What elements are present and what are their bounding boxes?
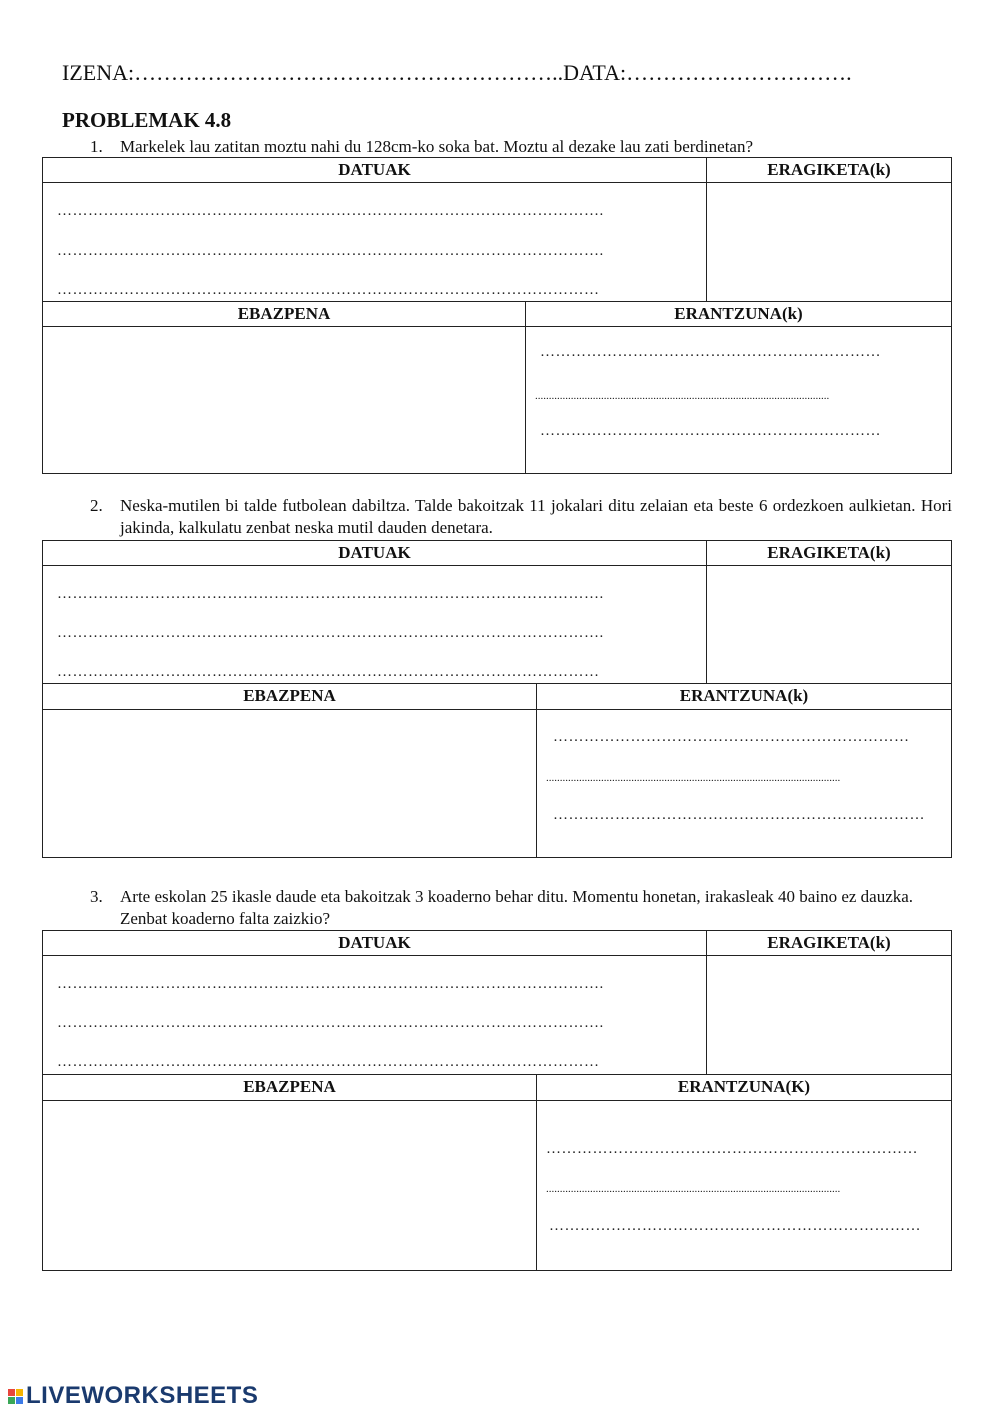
ebazpena-answer-area[interactable] bbox=[43, 710, 536, 858]
datuak-answer-line[interactable]: …………………………………………………………………………………………… bbox=[57, 1054, 600, 1070]
erantzuna-answer-line[interactable]: ……………………………………………………………… bbox=[546, 1141, 918, 1157]
problem-2-table bbox=[42, 540, 952, 858]
eragiketa-header: ERAGIKETA(k) bbox=[767, 160, 891, 179]
problem-1-table bbox=[42, 157, 952, 474]
ebazpena-answer-area[interactable] bbox=[43, 1101, 536, 1271]
erantzuna-answer-line[interactable]: ………………………………………………………… bbox=[540, 344, 881, 360]
erantzuna-answer-line[interactable]: ……………………………………………………………… bbox=[549, 1218, 921, 1234]
datuak-answer-line[interactable]: ……………………………………………………………………………………………. bbox=[57, 976, 604, 992]
ebazpena-header: EBAZPENA bbox=[237, 304, 331, 323]
logo-blocks-icon bbox=[8, 1389, 23, 1404]
ebazpena-answer-area[interactable] bbox=[43, 327, 525, 474]
datuak-answer-line[interactable]: ……………………………………………………………………………………………. bbox=[57, 625, 604, 641]
eragiketa-header: ERAGIKETA(k) bbox=[767, 543, 891, 562]
erantzuna-header: ERANTZUNA(k) bbox=[674, 304, 803, 323]
ebazpena-header: EBAZPENA bbox=[243, 1077, 336, 1096]
problem-1-text: Markelek lau zatitan moztu nahi du 128cm-ko soka bat. Moztu al dezake lau zati berdinetan? bbox=[120, 137, 754, 156]
erantzuna-header: ERANTZUNA(k) bbox=[679, 686, 809, 705]
datuak-answer-line[interactable]: …………………………………………………………………………………………… bbox=[57, 282, 600, 298]
erantzuna-answer-line[interactable]: ........................................................................................................... bbox=[546, 1183, 841, 1195]
erantzuna-answer-line[interactable]: ........................................................................................................... bbox=[535, 390, 830, 402]
datuak-answer-line[interactable]: ……………………………………………………………………………………………. bbox=[57, 1015, 604, 1031]
datuak-answer-line[interactable]: ……………………………………………………………………………………………. bbox=[57, 243, 604, 259]
ebazpena-header: EBAZPENA bbox=[243, 686, 336, 705]
erantzuna-header: ERANTZUNA(K) bbox=[677, 1077, 811, 1096]
problem-3-number: 3. bbox=[90, 887, 103, 906]
logo-block bbox=[8, 1397, 15, 1404]
problem-3-table bbox=[42, 930, 952, 1271]
datuak-answer-line[interactable]: …………………………………………………………………………………………… bbox=[57, 664, 600, 680]
erantzuna-answer-line[interactable]: ........................................................................................................... bbox=[546, 772, 841, 784]
problem-3-statement bbox=[90, 886, 952, 930]
logo-text: LIVEWORKSHEETS bbox=[26, 1382, 259, 1409]
page-title: PROBLEMAK 4.8 bbox=[62, 108, 232, 132]
problem-1-number: 1. bbox=[90, 137, 103, 156]
eragiketa-answer-area[interactable] bbox=[707, 956, 952, 1074]
datuak-header: DATUAK bbox=[338, 160, 411, 179]
liveworksheets-logo[interactable] bbox=[8, 1381, 258, 1411]
datuak-answer-line[interactable]: ……………………………………………………………………………………………. bbox=[57, 203, 604, 219]
datuak-header: DATUAK bbox=[338, 543, 411, 562]
datuak-answer-line[interactable]: ……………………………………………………………………………………………. bbox=[57, 586, 604, 602]
eragiketa-header: ERAGIKETA(k) bbox=[767, 933, 891, 952]
divider bbox=[536, 683, 537, 858]
datuak-header: DATUAK bbox=[338, 933, 411, 952]
problem-3-text: Arte eskolan 25 ikasle daude eta bakoitzak 3 koaderno behar ditu. Momentu honetan, irakasleak 40 baino ez dauzka. Zenbat koaderno falta zaizkio? bbox=[120, 887, 914, 928]
erantzuna-answer-line[interactable]: ………………………………………………………… bbox=[540, 423, 881, 439]
eragiketa-answer-area[interactable] bbox=[707, 566, 952, 683]
divider bbox=[536, 1074, 537, 1271]
name-date-line: IZENA:…………………………………………………..DATA:…………………………. bbox=[62, 60, 852, 85]
erantzuna-answer-line[interactable]: ……………………………………………………………… bbox=[553, 807, 925, 823]
erantzuna-answer-line[interactable]: …………………………………………………………… bbox=[553, 729, 910, 745]
logo-block bbox=[8, 1389, 15, 1396]
problem-2-statement bbox=[90, 495, 952, 539]
divider bbox=[525, 301, 526, 474]
eragiketa-answer-area[interactable] bbox=[707, 183, 952, 301]
problem-2-number: 2. bbox=[90, 496, 103, 515]
logo-block bbox=[16, 1397, 23, 1404]
logo-block bbox=[16, 1389, 23, 1396]
problem-2-text: Neska-mutilen bi talde futbolean dabiltza. Talde bakoitzak 11 jokalari ditu zelaian eta beste 6 ordezkoen aulkietan. Hori jakinda, kalkulatu zenbat neska mutil dauden denetara. bbox=[120, 496, 952, 537]
